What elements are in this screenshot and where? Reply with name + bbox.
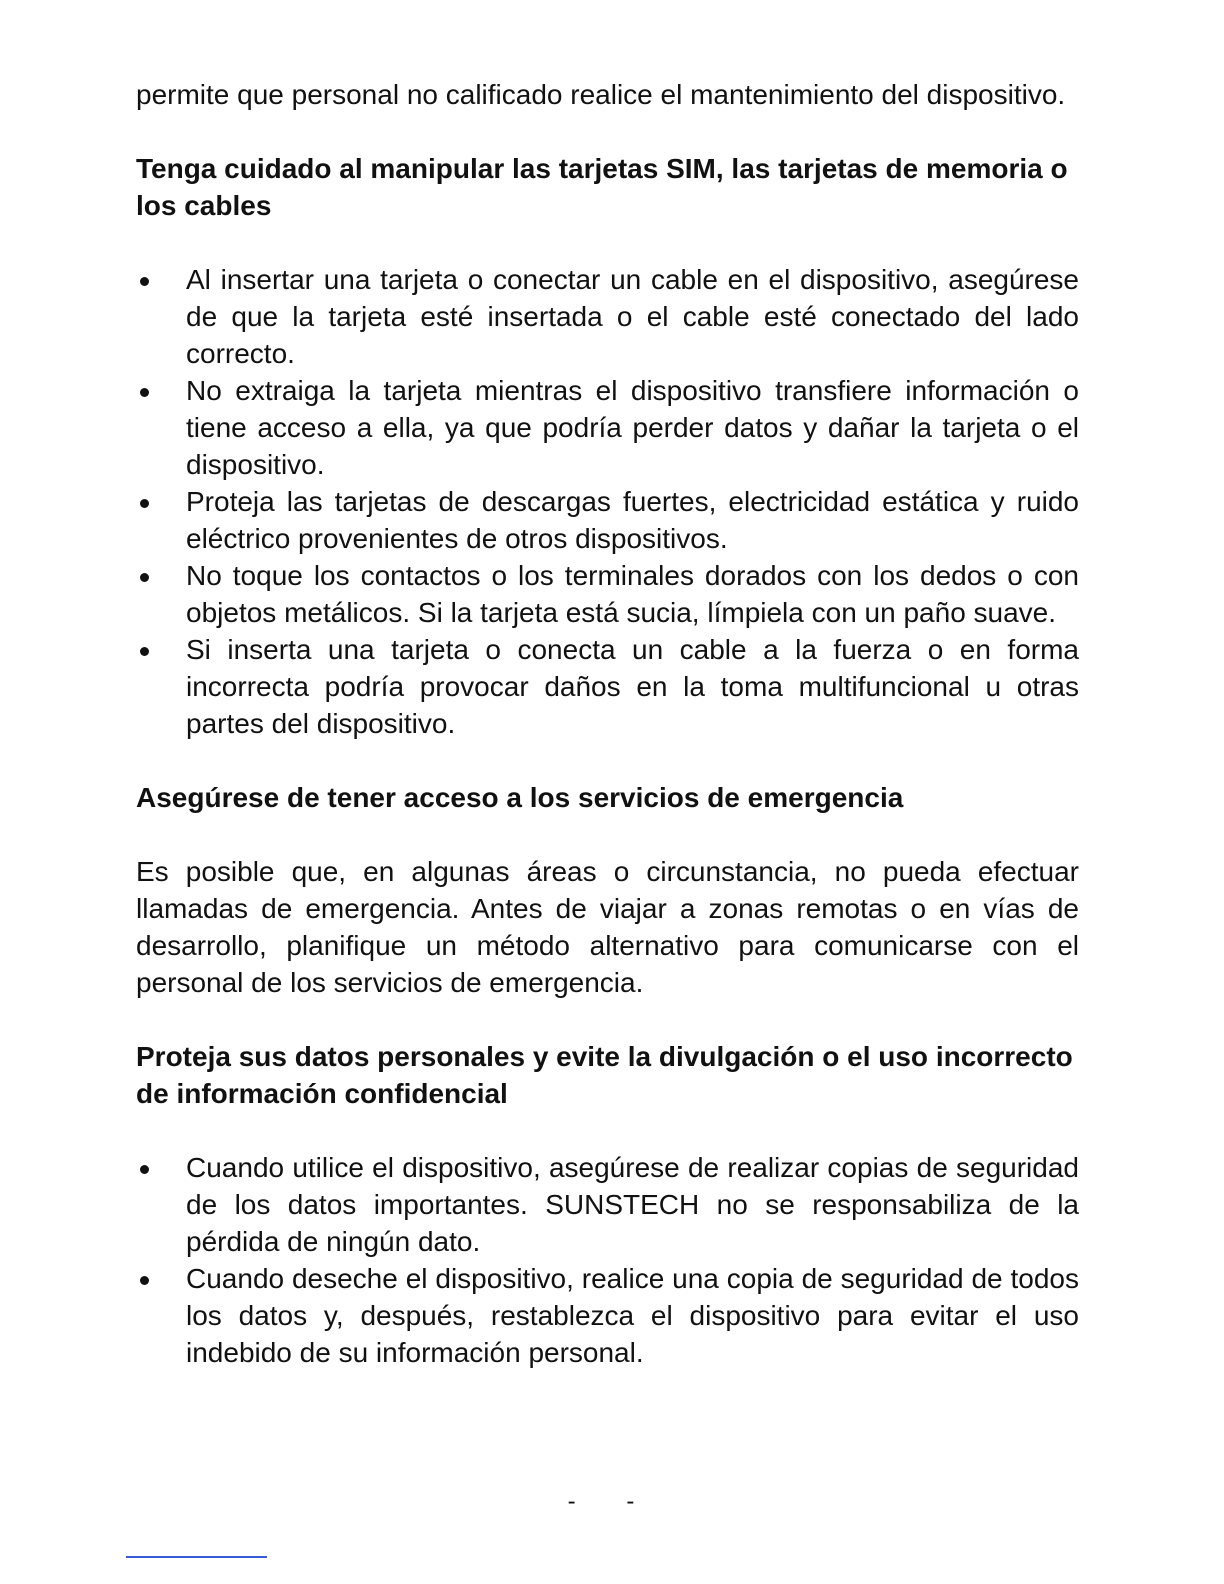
heading-sim-cards: Tenga cuidado al manipular las tarjetas SIM, las tarjetas de memoria o los cables — [136, 153, 1068, 221]
list-item-text: No toque los contactos o los terminales dorados con los dedos o con objetos metálicos. Si la tarjeta está sucia, límpiela con un paño suave. — [186, 560, 1079, 628]
list-item — [136, 631, 1079, 742]
bullet-icon — [140, 1276, 149, 1285]
list-item-text: Cuando deseche el dispositivo, realice una copia de seguridad de todos los datos y, después, restablezca el dispositivo para evitar el uso indebido de su información personal. — [186, 1263, 1079, 1368]
list-item-text: Cuando utilice el dispositivo, asegúrese de realizar copias de seguridad de los datos importantes. SUNSTECH no se responsabiliza de la pérdida de ningún dato. — [186, 1152, 1079, 1257]
list-item — [136, 557, 1079, 631]
bullet-icon — [140, 1165, 149, 1174]
list-item — [136, 1260, 1079, 1371]
list-item-text: Al insertar una tarjeta o conectar un cable en el dispositivo, asegúrese de que la tarjeta esté insertada o el cable esté conectado del lado correcto. — [186, 264, 1079, 369]
list-item — [136, 1149, 1079, 1260]
privacy-list — [136, 1149, 1079, 1371]
document-page — [136, 76, 1079, 1371]
page-number: - - — [567, 1488, 657, 1515]
emergency-paragraph: Es posible que, en algunas áreas o circunstancia, no pueda efectuar llamadas de emergencia. Antes de viajar a zonas remotas o en vías de desarrollo, planifique un método alternativo para comunicarse con el personal de los servicios de emergencia. — [136, 856, 1079, 998]
bullet-icon — [140, 277, 149, 286]
footer-divider — [126, 1556, 267, 1558]
list-item — [136, 483, 1079, 557]
bullet-icon — [140, 647, 149, 656]
bullet-icon — [140, 388, 149, 397]
list-item — [136, 261, 1079, 372]
heading-emergency: Asegúrese de tener acceso a los servicios de emergencia — [136, 782, 904, 813]
list-item-text: No extraiga la tarjeta mientras el dispositivo transfiere información o tiene acceso a ella, ya que podría perder datos y dañar la tarjeta o el dispositivo. — [186, 375, 1079, 480]
heading-privacy: Proteja sus datos personales y evite la divulgación o el uso incorrecto de información confidencial — [136, 1041, 1073, 1109]
bullet-icon — [140, 499, 149, 508]
list-item-text: Si inserta una tarjeta o conecta un cable a la fuerza o en forma incorrecta podría provocar daños en la toma multifuncional u otras partes del dispositivo. — [186, 634, 1079, 739]
bullet-icon — [140, 573, 149, 582]
list-item — [136, 372, 1079, 483]
list-item-text: Proteja las tarjetas de descargas fuertes, electricidad estática y ruido eléctrico provenientes de otros dispositivos. — [186, 486, 1079, 554]
sim-cards-list — [136, 261, 1079, 742]
intro-paragraph: permite que personal no calificado realice el mantenimiento del dispositivo. — [136, 79, 1066, 110]
